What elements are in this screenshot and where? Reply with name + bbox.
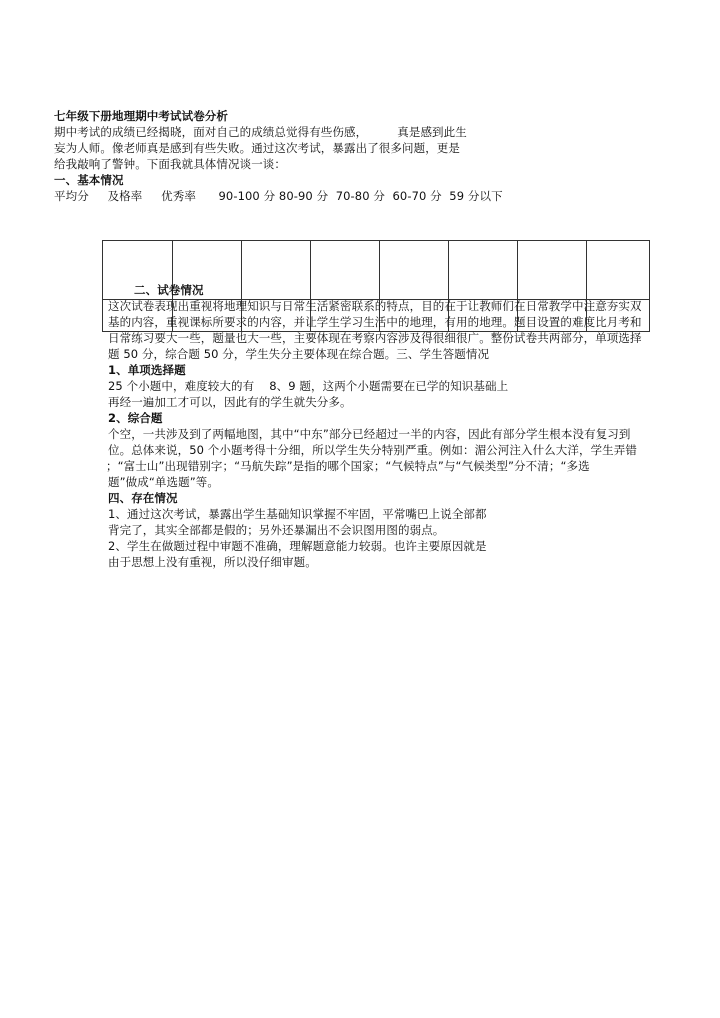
section1-heading: 一、基本情况 [54,173,124,187]
single-choice-line-1: 25 个小题中，难度较大的有 8、9 题，这两个小题需要在已学的知识基础上 [108,379,509,393]
section2-line-3: 日常练习要大一些，题量也大一些，主要体现在考察内容涉及得很细很广。整份试卷共两部分，单项选择 [108,331,642,345]
subsection-comprehensive-heading: 2、综合题 [108,411,163,425]
section2-line-1: 这次试卷表现出重视将地理知识与日常生活紧密联系的特点，目的在于让教师们在日常教学中注意夯实双 [108,299,642,313]
section2-line-2: 基的内容，重视课标所要求的内容，并让学生学习生活中的地理，有用的地理。题目设置的难度比月考和 [108,315,642,329]
subsection-single-choice-heading: 1、单项选择题 [108,363,186,377]
intro-line-3: 给我敲响了警钟。下面我就具体情况谈一谈： [54,157,286,171]
comprehensive-line-1: 个空，一共涉及到了两幅地图，其中“中东”部分已经超过一半的内容，因此有部分学生根本没有复习到 [108,427,631,441]
comprehensive-line-2: 位。总体来说，50 个小题考得十分细，所以学生失分特别严重。例如：湄公河注入什么大洋，学生弄错 [108,443,637,457]
comprehensive-line-3: ；“富士山”出现错别字；“马航失踪”是指的哪个国家；“气候特点”与“气候类型”分不清；“多选 [106,459,590,473]
section4-line-1: 1、通过这次考试，暴露出学生基础知识掌握不牢固，平常嘴巴上说全部都 [108,507,487,521]
section4-line-2: 背完了，其实全部都是假的；另外还暴漏出不会识图用图的弱点。 [108,523,445,537]
score-header-row: 平均分 及格率 优秀率 90-100 分 80-90 分 70-80 分 60-70 分 59 分以下 [54,189,503,203]
section4-line-4: 由于思想上没有重视，所以没仔细审题。 [108,555,317,569]
single-choice-line-2: 再经一遍加工才可以，因此有的学生就失分多。 [108,395,352,409]
section4-line-3: 2、学生在做题过程中审题不准确，理解题意能力较弱。也许主要原因就是 [108,539,487,553]
comprehensive-line-4: 题”做成“单选题”等。 [108,475,219,489]
intro-line-1: 期中考试的成绩已经揭晓，面对自己的成绩总觉得有些伤感， 真是感到此生 [54,125,467,139]
section4-heading: 四、存在情况 [108,491,178,505]
document-title: 七年级下册地理期中考试试卷分析 [54,109,228,123]
intro-line-2: 妄为人师。像老师真是感到有些失败。通过这次考试，暴露出了很多问题，更是 [54,141,460,155]
section2-heading: 二、试卷情况 [134,283,204,297]
section2-line-4: 题 50 分，综合题 50 分，学生失分主要体现在综合题。三、学生答题情况 [108,347,490,361]
